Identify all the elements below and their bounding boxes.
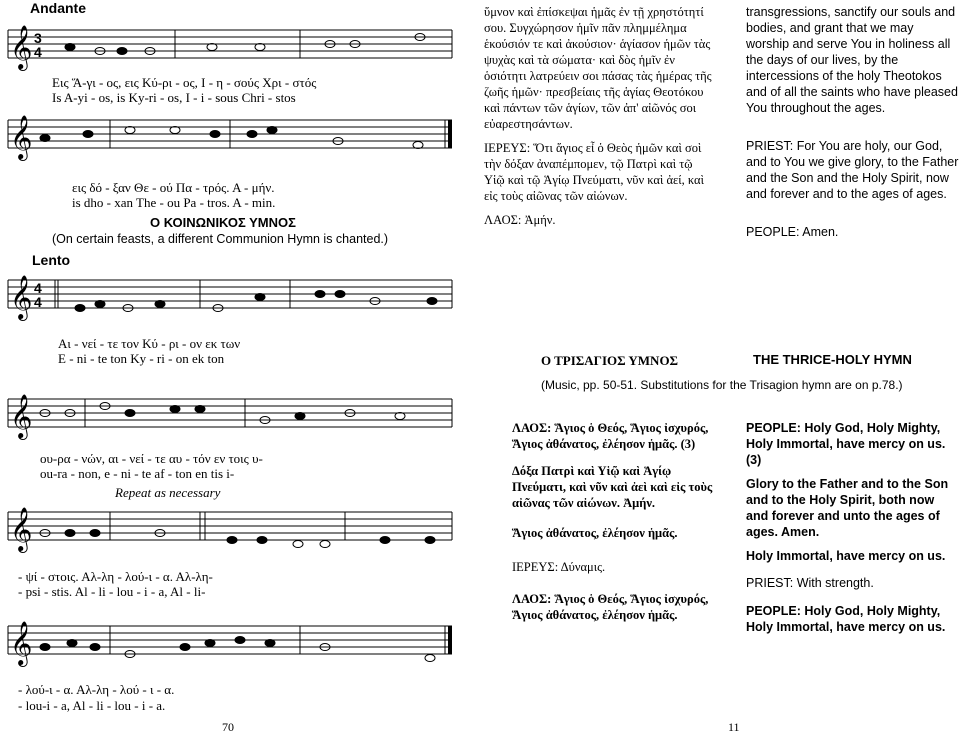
greek-prayer-text: ὕμνον καὶ ἐπίσκεψαι ἡμᾶς ἐν τῇ χρηστότητί σου. Συγχώρησον ἡμῖν πᾶν πλημμέλημα ἑκούσιόν τε καὶ ἀκούσιον· ἁγίασον ἡμῶν τὰς ψυχὰς καὶ τὰ σώματα· καὶ δὸς ἡμῖν ἐν ὁσιότητι λατρεύειν σοι πάσας τὰς ἡμέρας τῆς ζωῆς ἡμῶν· πρεσβείαις τῆς ἁγίας Θεοτόκου καὶ πάντων τῶν ἁγίων, τῶν ἀπ' αἰῶνός σοι εὐαρεστησάντων. [484, 5, 712, 131]
trisagion-title-english: THE THRICE-HOLY HYMN [753, 352, 912, 367]
english-holy-immortal: Holy Immortal, have mercy on us. [746, 549, 946, 563]
lyric-en-5: - psi - stis. Al - li - lou - i - a, Al - li- [18, 584, 206, 599]
lyric-en-6: - lou-i - a, Al - li - lou - i - a. [18, 698, 166, 713]
english-priest-exclamation: PRIEST: For You are holy, our God, and to You we give glory, to the Father and the Son and the Holy Spirit, now and forever and to the ages of ages. [746, 139, 959, 201]
staff-1 [0, 20, 460, 80]
greek-trisagion-2: ΛΑΟΣ: Ἅγιος ὁ Θεός, Ἅγιος ἰσχυρός, Ἅγιος ἀθάνατος, ἐλέησον ἡμᾶς. [512, 592, 709, 622]
lyric-gr-1: Εις Ἅ-γι - ος, εις Κύ-ρι - ος, Ι - η - σούς Χρι - στός [52, 75, 317, 90]
greek-column-top [484, 4, 714, 236]
lyric-gr-3: Αι - νεί - τε τον Κύ - ρι - ον εκ των [58, 336, 241, 351]
svg-text:𝄞: 𝄞 [10, 507, 33, 551]
staff-2 [0, 105, 460, 165]
page-number-left: 70 [222, 720, 234, 734]
greek-holy-immortal: Ἅγιος ἀθάνατος, ἐλέησον ἡμᾶς. [512, 526, 678, 540]
svg-text:𝄞: 𝄞 [10, 115, 33, 159]
staff-4 [0, 385, 460, 445]
lyric-en-1: Is A-yi - os, is Ky-ri - os, I - i - sous Chri - stos [52, 90, 296, 105]
page-number-right: 11 [728, 720, 740, 734]
repeat-note: Repeat as necessary [115, 485, 221, 500]
lyric-gr-4: ου-ρα - νών, αι - νεί - τε αυ - τόν εν τοις υ- [40, 451, 263, 466]
english-trisagion-block [746, 420, 956, 643]
staff-5 [0, 498, 460, 558]
communion-hymn-note: (On certain feasts, a different Communion Hymn is chanted.) [52, 232, 389, 246]
svg-text:𝄞: 𝄞 [10, 25, 33, 69]
english-people-amen: PEOPLE: Amen. [746, 225, 839, 239]
english-trisagion-1: PEOPLE: Holy God, Holy Mighty, Holy Immortal, have mercy on us. (3) [746, 421, 946, 467]
english-prayer-text: transgressions, sanctify our souls and bodies, and grant that we may worship and serve You in holiness all the days of our lives, by the intercessions of the holy Theotokos and of all the saints who have pleased You throughout the ages. [746, 5, 958, 115]
svg-text:3: 3 [34, 30, 42, 46]
svg-text:4: 4 [34, 294, 42, 310]
greek-people-amen: ΛΑΟΣ: Ἀμήν. [484, 213, 556, 227]
tempo-lento: Lento [32, 252, 71, 268]
svg-text:4: 4 [34, 44, 42, 60]
english-doxology: Glory to the Father and to the Son and to the Holy Spirit, both now and forever and unto the ages of ages. Amen. [746, 477, 949, 539]
lyric-gr-6: - λού-ι - α. Αλ-λη - λού - ι - α. [18, 682, 175, 697]
greek-trisagion-block [512, 420, 727, 631]
greek-priest-dynamis: ΙΕΡΕΥΣ: Δύναμις. [512, 560, 606, 574]
tempo-andante: Andante [30, 0, 86, 16]
svg-text:𝄞: 𝄞 [10, 394, 33, 438]
svg-text:𝄞: 𝄞 [10, 621, 33, 665]
lyric-gr-2: εις δό - ξαν Θε - ού Πα - τρός. Α - μήν. [72, 180, 275, 195]
english-trisagion-2: PEOPLE: Holy God, Holy Mighty, Holy Immortal, have mercy on us. [746, 604, 946, 634]
communion-hymn-title: Ο ΚΟΙΝΩΝΙΚΟΣ ΥΜΝΟΣ [150, 215, 296, 230]
greek-priest-exclamation: ΙΕΡΕΥΣ: Ὅτι ἅγιος εἶ ὁ Θεὸς ἡμῶν καὶ σοὶ τὴν δόξαν ἀναπέμπομεν, τῷ Πατρὶ καὶ τῷ Υἱῷ καὶ τῷ Ἁγίῳ Πνεύματι, νῦν καὶ ἀεί, καὶ εἰς τοὺς αἰῶνας τῶν αἰώνων. [484, 141, 704, 203]
english-priest-strength: PRIEST: With strength. [746, 576, 874, 590]
svg-text:4: 4 [34, 280, 42, 296]
svg-text:𝄞: 𝄞 [10, 275, 33, 319]
staff-6 [0, 612, 460, 672]
greek-doxology: Δόξα Πατρὶ καὶ Υἱῷ καὶ Ἁγίῳ Πνεύματι, καὶ νῦν καὶ ἀεὶ καὶ εἰς τοὺς αἰῶνας τῶν αἰώνων. Ἀμήν. [512, 464, 713, 510]
lyric-en-3: E - ni - te ton Ky - ri - on ek ton [58, 351, 225, 366]
trisagion-title-greek: Ο ΤΡΙΣΑΓΙΟΣ ΥΜΝΟΣ [541, 353, 679, 368]
lyric-en-4: ou-ra - non, e - ni - te af - ton en tis i- [40, 466, 235, 481]
staff-3 [0, 270, 460, 330]
music-reference-note: (Music, pp. 50-51. Substitutions for the Trisagion hymn are on p.78.) [541, 378, 903, 392]
lyric-gr-5: - ψί - στοις. Αλ-λη - λού-ι - α. Αλ-λη- [18, 569, 213, 584]
lyric-en-2: is dho - xan The - ou Pa - tros. A - min. [72, 195, 276, 210]
english-column-top [746, 4, 959, 248]
greek-trisagion-1: ΛΑΟΣ: Ἅγιος ὁ Θεός, Ἅγιος ἰσχυρός, Ἅγιος ἀθάνατος, ἐλέησον ἡμᾶς. (3) [512, 421, 709, 451]
